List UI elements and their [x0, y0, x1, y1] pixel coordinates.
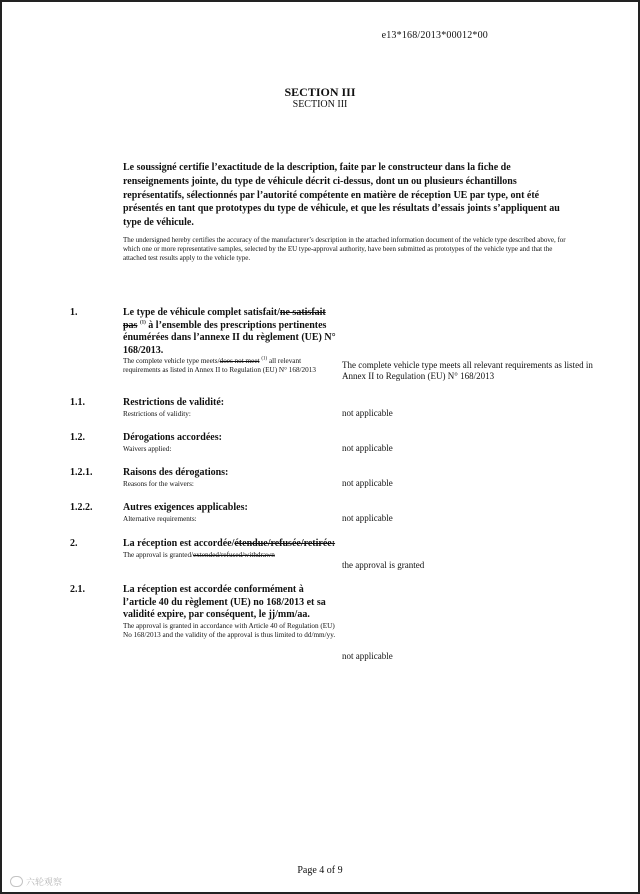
item-1-1-french: Restrictions de validité:: [123, 397, 225, 408]
item-1-english-struck: does not meet: [219, 357, 260, 366]
item-1-1-english: Restrictions of validity:: [123, 409, 191, 418]
item-1-2-2-value: not applicable: [342, 513, 393, 523]
item-1-2-english: Waivers applied:: [123, 444, 172, 453]
item-1-english: The complete vehicle type meets/does not meet $^{(1)}$ all relevant requirements as listed in Annex II to Regulation (EU) N° 168/2013: [123, 356, 316, 375]
item-2-value: the approval is granted: [342, 560, 425, 570]
section-title: SECTION III: [284, 85, 356, 99]
intro-english: The undersigned hereby certifies the accuracy of the manufacturer’s description in the attached information document of the vehicle type described above, for which one or more representative samples, selected by the EU type-approval authority, have been submitted as prototypes of the vehicle type and that the attached test results apply to the vehicle type.: [123, 236, 566, 263]
item-1-2-1-value: not applicable: [342, 478, 393, 488]
item-1-number: 1.: [70, 307, 78, 318]
watermark-text: 六轮观察: [26, 878, 63, 888]
item-2-number: 2.: [70, 538, 78, 549]
item-2-1-french: La réception est accordée conformément à l’article 40 du règlement (UE) no 168/2013 et sa validité expire, par conséquent, le jj/mm/aa.: [123, 584, 326, 621]
item-1-2-french: Dérogations accordées:: [123, 432, 222, 443]
item-1-1-value: not applicable: [342, 408, 393, 418]
chat-bubble-icon: [10, 876, 23, 887]
section-subtitle: SECTION III: [292, 99, 348, 110]
item-1-2-1-english: Reasons for the waivers:: [123, 479, 194, 488]
item-2-1-english: The approval is granted in accordance with Article 40 of Regulation (EU) No 168/2013 and the validity of the approval is thus limited to dd/mm/yy.: [123, 621, 336, 639]
item-1-1-number: 1.1.: [70, 397, 85, 408]
item-1-label: [123, 307, 338, 375]
item-2-french: La réception est accordée/étendue/refusée/retirée:: [123, 538, 336, 549]
item-1-value: The complete vehicle type meets all relevant requirements as listed in Annex II to Regulation (EU) N° 168/2013: [342, 360, 593, 381]
item-1-2-2-number: 1.2.2.: [70, 502, 93, 513]
item-1-2-1-french: Raisons des dérogations:: [123, 467, 229, 478]
item-1-french-struck: ne satisfait pas: [123, 307, 326, 331]
item-2-english-struck: extended/refused/withdrawn: [193, 550, 275, 559]
item-1-2-1-number: 1.2.1.: [70, 467, 93, 478]
item-1-french: Le type de véhicule complet satisfait/ne satisfait pas $^{(1)}$ à l’ensemble des prescriptions pertinentes énumérées dans l’annexe II du règlement (UE) N° 168/2013.: [123, 307, 336, 356]
watermark: [10, 875, 62, 888]
document-reference: e13*168/2013*00012*00: [381, 30, 488, 41]
intro-french: Le soussigné certifie l’exactitude de la description, faite par le constructeur dans la fiche de renseignements jointe, du type de véhicule décrit ci-dessus, dont un ou plusieurs échantillons représentatifs, sélectionnés par l’autorité compétente en matière de réception UE par type, ont été présentés en tant que prototypes du type de véhicule, et que les résultats d’essais joints s’appliquent au type de véhicule.: [123, 162, 560, 229]
item-1-2-2-english: Alternative requirements:: [123, 514, 197, 523]
item-1-2-number: 1.2.: [70, 432, 85, 443]
item-1-2-2-french: Autres exigences applicables:: [123, 502, 248, 513]
page-number: Page 4 of 9: [297, 865, 343, 876]
item-2-1-number: 2.1.: [70, 584, 85, 595]
item-2-english: The approval is granted/extended/refused/withdrawn: [123, 550, 275, 559]
item-2-1-value: not applicable: [342, 651, 393, 661]
item-2-french-struck: étendue/refusée/retirée:: [234, 538, 336, 549]
item-1-2-value: not applicable: [342, 443, 393, 453]
